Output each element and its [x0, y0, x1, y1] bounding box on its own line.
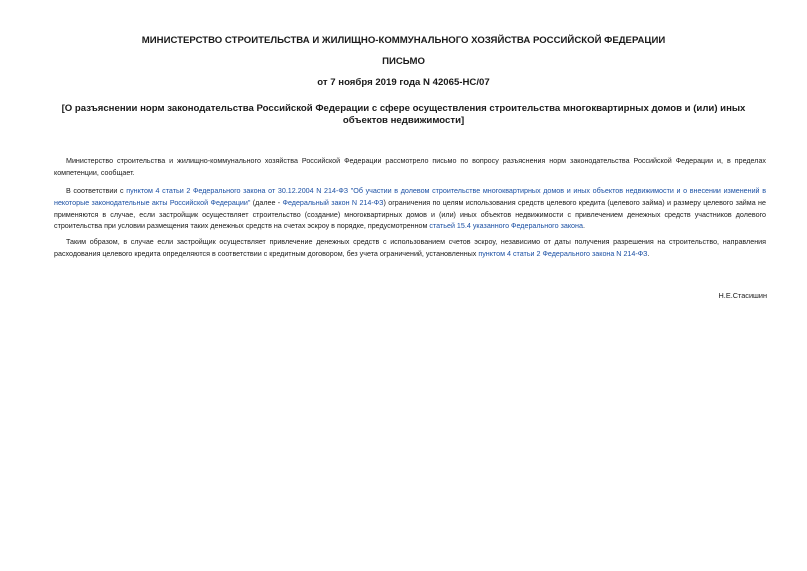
article-15-4-link[interactable]: статьей 15.4 указанного Федерального закона	[429, 222, 583, 231]
law-214-fz-link[interactable]: Федеральный закон N 214-ФЗ	[282, 198, 384, 207]
paragraph-2-text-3: ) ограничения по целям использования средств целевого кредита (целевого займа) и размеру целевого займа не применяются в случае, если застройщик осуществляет строительство (создание) многоквартирных домов и (или) иных объектов недвижимости с привлечением денежных средств участников долевого строительства при условии размещения таких денежных средств на счетах эскроу в порядке, предусмотренном	[54, 198, 766, 231]
paragraph-3-text-2: .	[647, 249, 650, 258]
document-type: ПИСЬМО	[382, 56, 425, 67]
document-subject: [О разъяснении норм законодательства Российской Федерации с сфере осуществления строительства многоквартирных домов и (или) иных объектов недвижимости]	[61, 103, 746, 126]
paragraph-3	[54, 237, 766, 261]
signature: Н.Е.Стасишин	[718, 291, 767, 300]
paragraph-2-text-1: В соответствии с	[66, 187, 127, 195]
ministry-title: МИНИСТЕРСТВО СТРОИТЕЛЬСТВА И ЖИЛИЩНО-КОММУНАЛЬНОГО ХОЗЯЙСТВА РОССИЙСКОЙ ФЕДЕРАЦИИ	[141, 35, 666, 46]
paragraph-3-text-1: Таким образом, в случае если застройщик осуществляет привлечение денежных средств с использованием счетов эскроу, независимо от даты получения разрешения на строительство, направления расходования целевого кредита определяются в соответствии с кредитным договором, без учета ограничений, установленных	[54, 238, 766, 258]
law-214-fz-point-4-link[interactable]: пунктом 4 статьи 2 Федерального закона N 214-ФЗ	[478, 249, 648, 258]
paragraph-2	[54, 186, 766, 233]
document-date: от 7 ноября 2019 года N 42065-НС/07	[317, 77, 490, 88]
law-214-fz-article-2-link[interactable]: пунктом 4 статьи 2 Федерального закона от 30.12.2004 N 214-ФЗ "Об участии в долевом строительстве многоквартирных домов и иных объектов недвижимости и о внесении изменений в некоторые законодательные акты Российской Федерации"	[54, 187, 766, 207]
paragraph-2-text-4: .	[582, 222, 585, 231]
paragraph-1: Министерство строительства и жилищно-коммунального хозяйства Российской Федерации рассмотрело письмо по вопросу разъяснения норм законодательства Российской Федерации и, в пределах компетенции, сообщает.	[54, 157, 766, 177]
paragraph-2-text-2: (далее -	[250, 198, 283, 207]
